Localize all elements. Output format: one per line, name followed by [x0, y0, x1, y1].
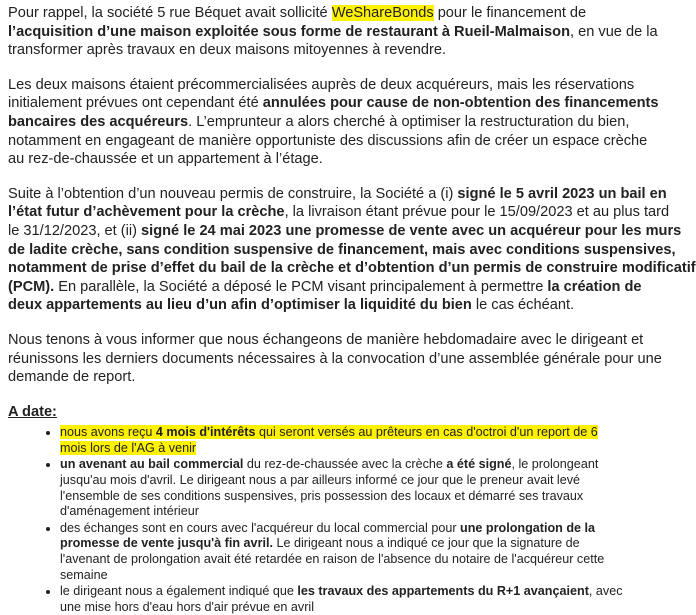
bullet-item — [60, 584, 643, 615]
status-bullet-list — [8, 425, 643, 615]
text-segment: initialement prévues ont cependant été — [8, 95, 263, 112]
date-heading: A date: — [8, 403, 57, 420]
bold-text-segment: l’état futur d’achèvement pour la crèche — [8, 204, 285, 221]
text-segment: jusqu'au mois d'avril. Le dirigeant nous a par ailleurs informé ce jour que le preneur avait levé — [60, 473, 581, 488]
bold-text-segment: a été signé — [446, 457, 512, 472]
text-segment: , le prolongeant — [511, 457, 599, 472]
text-segment: Pour rappel, la société 5 rue Béquet avait sollicité — [8, 5, 332, 21]
paragraph — [8, 76, 659, 169]
text-segment: l'avenant de prolongation avait été retardée en raison de l'absence du notaire de l'acquéreur cette — [60, 552, 605, 567]
text-segment: En parallèle, la Société a déposé le PCM visant principalement à permettre — [54, 278, 548, 295]
bold-text-segment: deux appartements au lieu d’un afin d’optimiser la liquidité du bien — [8, 297, 472, 314]
bold-text-segment: annulées pour cause de non-obtention des financements — [262, 95, 659, 112]
text-segment: au rez-de-chaussée et un appartement à l’étage. — [8, 151, 323, 168]
text-segment: nous avons reçu — [60, 425, 156, 440]
text-segment: des échanges sont en cours avec l'acquéreur du local commercial pour — [60, 520, 461, 535]
text-segment: , avec — [588, 584, 623, 599]
text-segment: mois lors de l'AG à venir — [60, 440, 197, 455]
text-segment: du rez-de-chaussée avec la crèche — [243, 457, 447, 472]
body-paragraphs — [8, 4, 696, 387]
text-segment: Le dirigeant nous a indiqué ce jour que la signature de — [272, 536, 580, 551]
text-segment: l'ensemble de ses conditions suspensives, pris possession des locaux et démarré ses travaux — [60, 488, 584, 503]
text-segment: Les deux maisons étaient précommercialisées auprès de deux acquéreurs, mais les réservations — [8, 76, 635, 93]
paragraph — [8, 185, 696, 315]
highlighted-text: WeShareBonds — [331, 5, 434, 21]
text-segment: pour le financement de — [433, 5, 587, 21]
text-segment: notamment en engageant de manière opportuniste des discussions afin de créer un espace crèche — [8, 132, 648, 149]
bold-text-segment: bancaires des acquéreurs — [8, 113, 189, 130]
text-segment: , la livraison étant prévue pour le 15/09/2023 et au plus tard — [284, 204, 670, 221]
highlighted-bullet-text — [60, 425, 598, 455]
bold-text-segment: signé le 24 mai 2023 une promesse de vente avec un acquéreur pour les murs — [141, 222, 682, 239]
bullet-item — [60, 521, 643, 583]
text-segment: qui seront versés au prêteurs en cas d'octroi d'un report de 6 — [255, 425, 598, 440]
bold-text-segment: signé le 5 avril 2023 un bail en — [457, 185, 667, 202]
bullet-item — [60, 457, 643, 519]
bold-text-segment: notamment de prise d’effet du bail de la crèche et d’obtention d’un permis de construire modificatif — [8, 260, 696, 277]
text-segment: le dirigeant nous a également indiqué que — [60, 584, 298, 599]
text-segment: une mise hors d'eau hors d'air prévue en avril — [60, 599, 315, 614]
text-segment: Nous tenons à vous informer que nous échangeons de manière hebdomadaire avec le dirigeant et — [8, 331, 644, 348]
text-segment: semaine — [60, 567, 108, 582]
text-segment: . L’emprunteur a alors cherché à optimiser la restructuration du bien, — [188, 113, 630, 130]
bold-text-segment: les travaux des appartements du R+1 avançaient — [297, 584, 589, 599]
bold-text-segment: 4 mois d'intérêts — [155, 425, 256, 440]
bold-text-segment: la création de — [547, 278, 642, 295]
text-segment: d'aménagement intérieur — [60, 504, 199, 519]
bold-text-segment: promesse de vente jusqu'à fin avril. — [60, 536, 273, 551]
bold-text-segment: une prolongation de la — [460, 520, 596, 535]
bullet-item — [60, 425, 643, 456]
text-segment: le 31/12/2023, et (ii) — [8, 222, 142, 239]
text-segment: réunissons les derniers documents nécessaires à la convocation d’une assemblée générale pour une — [8, 350, 662, 367]
bold-text-segment: un avenant au bail commercial — [60, 457, 244, 472]
bold-text-segment: de ladite crèche, sans condition suspensive de financement, mais avec conditions suspensives, — [8, 241, 676, 258]
paragraph — [8, 4, 658, 60]
text-segment: demande de report. — [8, 369, 136, 386]
text-segment: Suite à l’obtention d’un nouveau permis de construire, la Société a (i) — [8, 185, 458, 202]
paragraph — [8, 331, 662, 387]
text-segment: le cas échéant. — [471, 297, 575, 314]
text-segment: , en vue de la — [570, 23, 658, 40]
text-segment: transformer après travaux en deux maisons mitoyennes à revendre. — [8, 42, 447, 59]
bold-text-segment: (PCM). — [8, 278, 55, 295]
bold-text-segment: l’acquisition d’une maison exploitée sous forme de restaurant à Rueil-Malmaison — [8, 23, 570, 40]
